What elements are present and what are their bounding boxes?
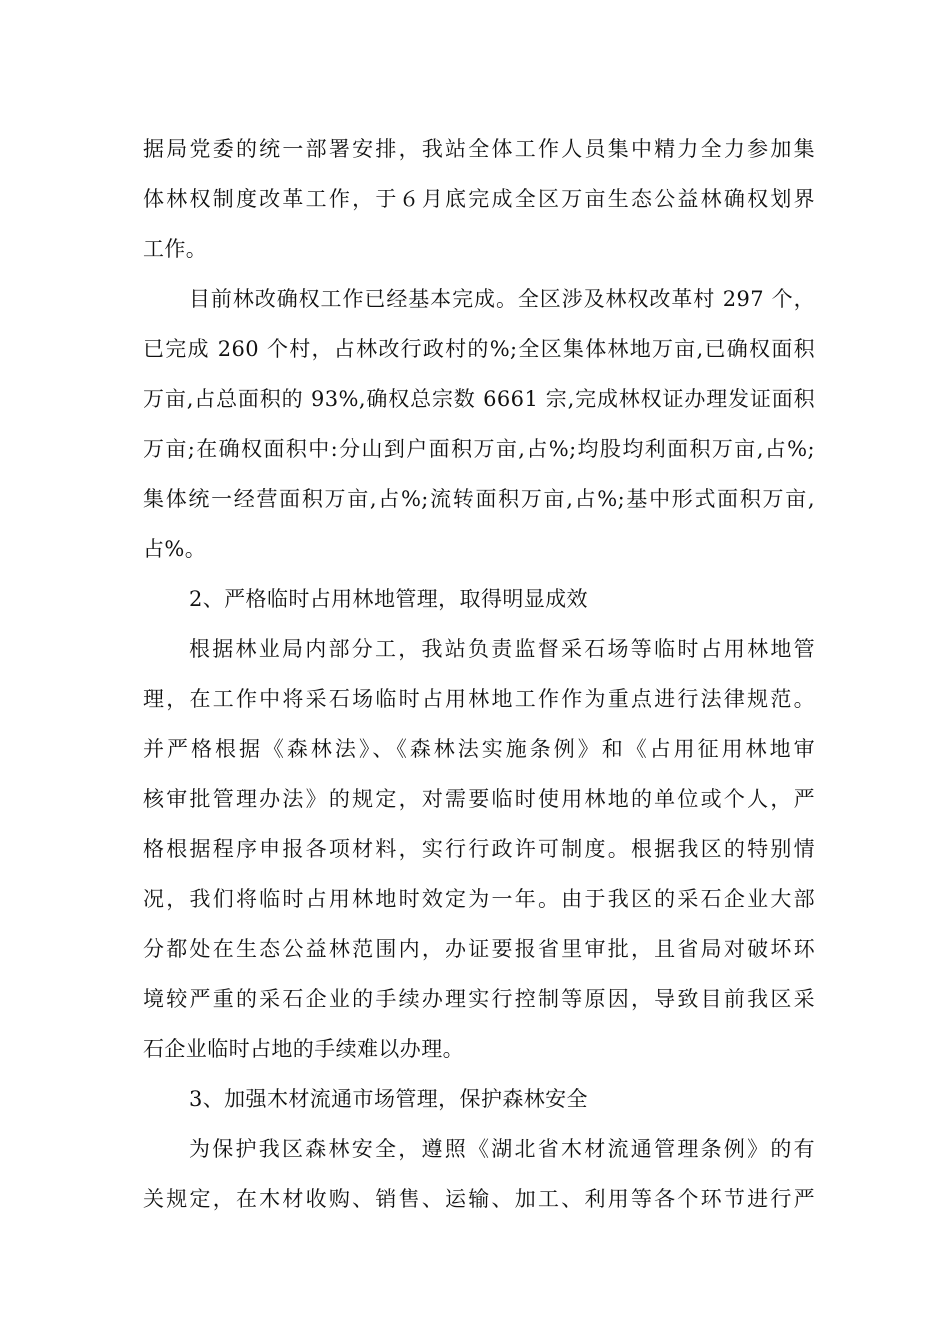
text-line: 万亩,占总面积的 93%,确权总宗数 6661 宗,完成林权证办理发证面积	[143, 387, 815, 411]
text-line: 目前林改确权工作已经基本完成。全区涉及林权改革村 297 个，	[189, 287, 815, 311]
section-heading-text: 2、严格临时占用林地管理，取得明显成效	[189, 587, 588, 611]
paragraph	[143, 1124, 815, 1224]
text-line: 并严格根据《森林法》、《森林法实施条例》和《占用征用林地审	[143, 737, 815, 761]
text-line: 况，我们将临时占用林地时效定为一年。由于我区的采石企业大部	[143, 887, 815, 911]
text-line: 工作。	[143, 237, 208, 261]
text-line: 理，在工作中将采石场临时占用林地工作作为重点进行法律规范。	[143, 687, 815, 711]
text-line: 据局党委的统一部署安排，我站全体工作人员集中精力全力参加集	[143, 137, 815, 161]
section-heading	[143, 574, 815, 624]
section-heading-text: 3、加强木材流通市场管理，保护森林安全	[189, 1087, 588, 1111]
text-line: 关规定，在木材收购、销售、运输、加工、利用等各个环节进行严	[143, 1187, 815, 1211]
paragraph	[143, 124, 815, 274]
text-line: 万亩;在确权面积中:分山到户面积万亩,占%;均股均利面积万亩,占%;	[143, 437, 815, 461]
text-line: 石企业临时占地的手续难以办理。	[143, 1037, 464, 1061]
document-page	[143, 124, 815, 1224]
text-line: 体林权制度改革工作，于６月底完成全区万亩生态公益林确权划界	[143, 187, 815, 211]
paragraph	[143, 274, 815, 574]
text-line: 占%。	[143, 537, 207, 561]
paragraph	[143, 624, 815, 1074]
text-line: 格根据程序申报各项材料，实行行政许可制度。根据我区的特别情	[143, 837, 815, 861]
text-line: 根据林业局内部分工，我站负责监督采石场等临时占用林地管	[189, 637, 815, 661]
text-line: 集体统一经营面积万亩,占%;流转面积万亩,占%;基中形式面积万亩,	[143, 487, 815, 511]
text-line: 核审批管理办法》的规定，对需要临时使用林地的单位或个人，严	[143, 787, 815, 811]
section-heading	[143, 1074, 815, 1124]
text-line: 分都处在生态公益林范围内，办证要报省里审批，且省局对破坏环	[143, 937, 815, 961]
text-line: 已完成 260 个村，占林改行政村的%;全区集体林地万亩,已确权面积	[143, 337, 815, 361]
text-line: 境较严重的采石企业的手续办理实行控制等原因，导致目前我区采	[143, 987, 815, 1011]
text-line: 为保护我区森林安全，遵照《湖北省木材流通管理条例》的有	[189, 1137, 815, 1161]
